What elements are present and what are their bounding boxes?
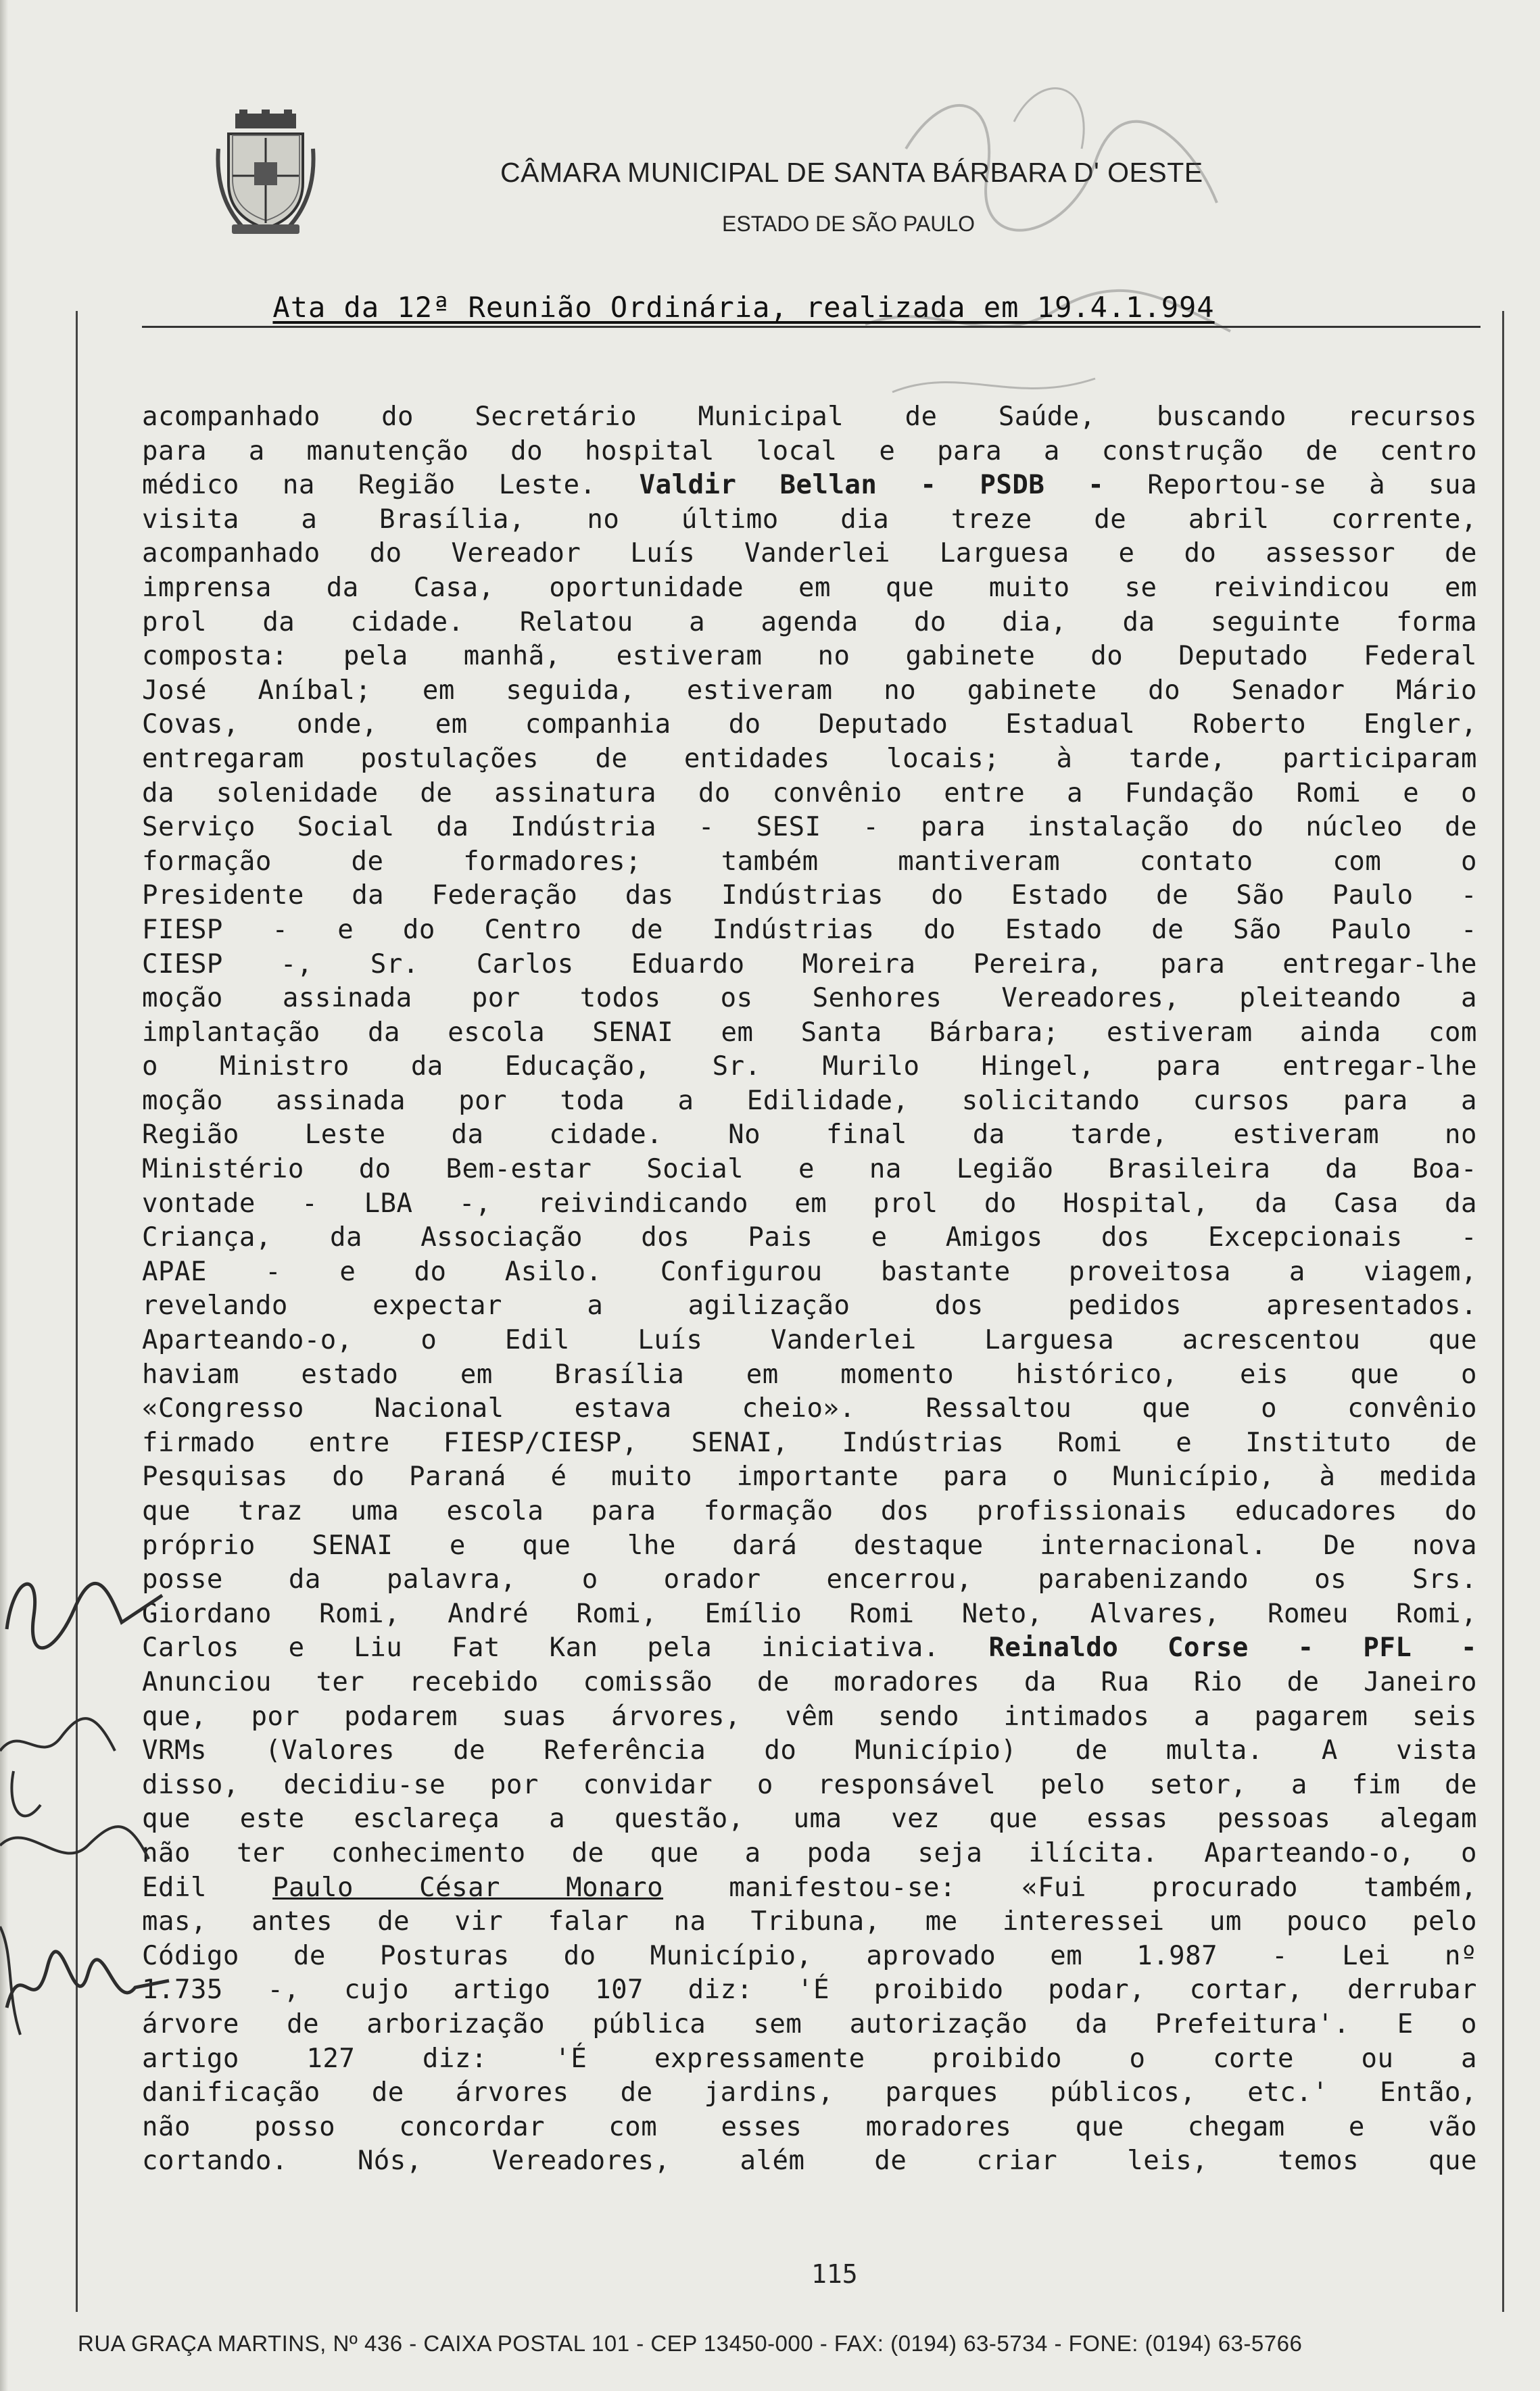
body-line: acompanhado do Secretário Municipal de Saúde, buscando recursos [142, 402, 1477, 432]
body-line: VRMs (Valores de Referência do Município) de multa. A vista [142, 1735, 1477, 1766]
body-line: «Congresso Nacional estava cheio». Ressaltou que o convênio [142, 1393, 1477, 1424]
body-line: árvore de arborização pública sem autorização da Prefeitura'. E o [142, 2008, 1477, 2039]
page-edge-shadow [0, 0, 8, 2391]
bleed-through-signatures [811, 41, 1352, 460]
body-line: Edil Paulo César Monaro manifestou-se: «Fui procurado também, [142, 1872, 1477, 1903]
body-line: que, por podarem suas árvores, vêm sendo intimados a pagarem seis [142, 1701, 1477, 1732]
speaker-name: Valdir Bellan - PSDB - [639, 470, 1105, 501]
body-line: José Aníbal; em seguida, estiveram no gabinete do Senador Mário [142, 675, 1477, 706]
body-line: entregaram postulações de entidades locais; à tarde, participaram [142, 743, 1477, 774]
body-line: Presidente da Federação das Indústrias do Estado de São Paulo - [142, 880, 1477, 911]
body-line: não posso concordar com esses moradores que chegam e vão [142, 2111, 1477, 2142]
body-line: Código de Posturas do Município, aprovado em 1.987 - Lei nº [142, 1940, 1477, 1971]
body-line: Giordano Romi, André Romi, Emílio Romi Neto, Alvares, Romeu Romi, [142, 1598, 1477, 1629]
minutes-title [142, 291, 1345, 324]
body-line: danificação de árvores de jardins, parques públicos, etc.' Então, [142, 2077, 1477, 2108]
body-line: Carlos e Liu Fat Kan pela iniciativa. Reinaldo Corse - PFL - [142, 1633, 1477, 1664]
body-line: imprensa da Casa, oportunidade em que muito se reivindicou em [142, 572, 1477, 603]
body-line: 1.735 -, cujo artigo 107 diz: 'É proibido podar, cortar, derrubar [142, 1975, 1477, 2006]
body-line: formação de formadores; também mantiveram contato com o [142, 846, 1477, 877]
body-line: composta: pela manhã, estiveram no gabinete do Deputado Federal [142, 641, 1477, 672]
institution-name: CÂMARA MUNICIPAL DE SANTA BÁRBARA D' OESTE [500, 157, 1203, 188]
body-line: que este esclareça a questão, uma vez que essas pessoas alegam [142, 1804, 1477, 1835]
body-line: o Ministro da Educação, Sr. Murilo Hingel, para entregar-lhe [142, 1051, 1477, 1082]
body-line: firmado entre FIESP/CIESP, SENAI, Indústrias Romi e Instituto de [142, 1427, 1477, 1458]
body-line: moção assinada por toda a Edilidade, solicitando cursos para a [142, 1085, 1477, 1116]
header-rule [142, 326, 1481, 328]
body-line: cortando. Nós, Vereadores, além de criar leis, temos que [142, 2146, 1477, 2177]
body-line: implantação da escola SENAI em Santa Bárbara; estiveram ainda com [142, 1017, 1477, 1048]
left-margin-rule [76, 311, 78, 2312]
body-line: que traz uma escola para formação dos profissionais educadores do [142, 1496, 1477, 1526]
body-line: visita a Brasília, no último dia treze de abril corrente, [142, 504, 1477, 535]
body-line: Região Leste da cidade. No final da tarde, estiveram no [142, 1119, 1477, 1151]
right-margin-rule [1502, 311, 1504, 2312]
footer-address: RUA GRAÇA MARTINS, Nº 436 - CAIXA POSTAL 101 - CEP 13450-000 - FAX: (0194) 63-5734 - FONE: (0194) 63-5766 [78, 2331, 1303, 2356]
body-line: prol da cidade. Relatou a agenda do dia, da seguinte forma [142, 606, 1477, 637]
underlined-name: Paulo César Monaro [272, 1872, 664, 1903]
body-line: moção assinada por todos os Senhores Vereadores, pleiteando a [142, 983, 1477, 1014]
speaker-name: Reinaldo Corse - PFL - [988, 1633, 1477, 1664]
body-line: da solenidade de assinatura do convênio entre a Fundação Romi e o [142, 777, 1477, 808]
body-line: Pesquisas do Paraná é muito importante para o Município, à medida [142, 1462, 1477, 1493]
body-line: disso, decidiu-se por convidar o responsável pelo setor, a fim de [142, 1769, 1477, 1800]
body-line: Aparteando-o, o Edil Luís Vanderlei Larguesa acrescentou que [142, 1325, 1477, 1356]
body-line: vontade - LBA -, reivindicando em prol do Hospital, da Casa da [142, 1188, 1477, 1219]
body-line: mas, antes de vir falar na Tribuna, me interessei um pouco pelo [142, 1906, 1477, 1937]
body-line: Serviço Social da Indústria - SESI - para instalação do núcleo de [142, 812, 1477, 843]
body-line: para a manutenção do hospital local e para a construção de centro [142, 435, 1477, 466]
body-line: acompanhado do Vereador Luís Vanderlei Larguesa e do assessor de [142, 538, 1477, 569]
body-line: FIESP - e do Centro de Indústrias do Estado de São Paulo - [142, 914, 1477, 945]
body-line: próprio SENAI e que lhe dará destaque internacional. De nova [142, 1530, 1477, 1561]
body-line: Anunciou ter recebido comissão de moradores da Rua Rio de Janeiro [142, 1666, 1477, 1697]
page-number: 115 [811, 2259, 858, 2289]
minutes-body [142, 400, 1477, 2179]
body-line: posse da palavra, o orador encerrou, parabenizando os Srs. [142, 1564, 1477, 1595]
institution-state: ESTADO DE SÃO PAULO [722, 212, 976, 236]
body-line: CIESP -, Sr. Carlos Eduardo Moreira Pereira, para entregar-lhe [142, 948, 1477, 980]
body-line: Ministério do Bem-estar Social e na Legião Brasileira da Boa- [142, 1154, 1477, 1185]
body-line: revelando expectar a agilização dos pedidos apresentados. [142, 1290, 1477, 1322]
body-line: haviam estado em Brasília em momento histórico, eis que o [142, 1359, 1477, 1390]
body-line: Criança, da Associação dos Pais e Amigos dos Excepcionais - [142, 1222, 1477, 1253]
body-line: APAE - e do Asilo. Configurou bastante proveitosa a viagem, [142, 1256, 1477, 1287]
body-line: artigo 127 diz: 'É expressamente proibido o corte ou a [142, 2043, 1477, 2074]
body-line: médico na Região Leste. Valdir Bellan - PSDB - Reportou-se à sua [142, 470, 1477, 501]
body-line: não ter conhecimento de que a poda seja ilícita. Aparteando-o, o [142, 1837, 1477, 1868]
body-line: Covas, onde, em companhia do Deputado Estadual Roberto Engler, [142, 709, 1477, 740]
coat-of-arms-seal [215, 108, 316, 237]
minutes-title-text: Ata da 12ª Reunião Ordinária, realizada em 19.4.1.994 [272, 291, 1215, 324]
